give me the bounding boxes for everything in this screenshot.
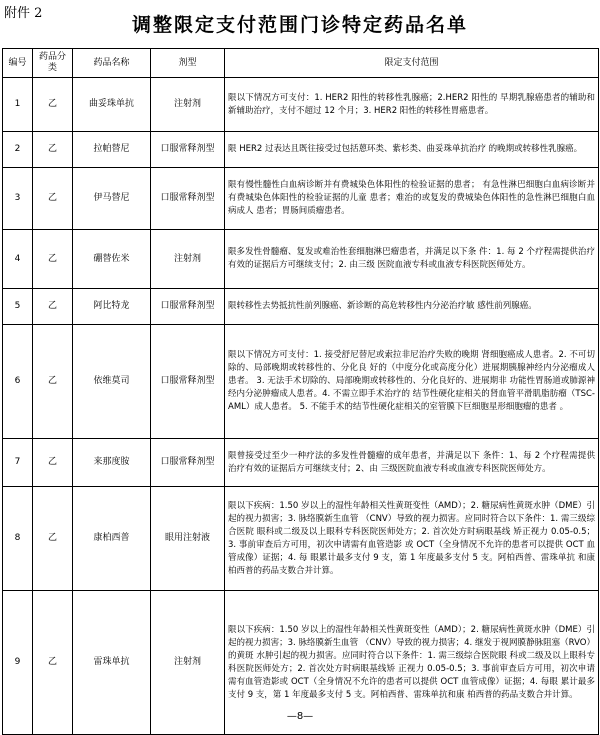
header-dosage-form: 剂型	[151, 49, 225, 78]
table-row	[3, 230, 599, 289]
row-number: 5	[3, 289, 33, 325]
row-number: 9	[3, 591, 33, 735]
row-category: 乙	[33, 289, 73, 325]
row-number: 4	[3, 230, 33, 289]
row-dosage-form: 口服常释剂型	[151, 439, 225, 487]
table-row	[3, 132, 599, 168]
row-category: 乙	[33, 168, 73, 230]
header-category: 药品分类	[33, 49, 73, 78]
table-row	[3, 168, 599, 230]
row-dosage-form: 注射剂	[151, 230, 225, 289]
row-category: 乙	[33, 325, 73, 439]
drug-list-table	[2, 48, 599, 735]
row-category: 乙	[33, 591, 73, 735]
row-category: 乙	[33, 78, 73, 132]
row-drug-name: 硼替佐米	[73, 230, 151, 289]
table-row	[3, 487, 599, 591]
row-drug-name: 曲妥珠单抗	[73, 78, 151, 132]
row-payment-scope: 限 HER2 过表达且既往接受过包括蒽环类、紫杉类、曲妥珠单抗治疗 的晚期或转移性乳腺癌。	[225, 132, 599, 168]
row-payment-scope: 限以下情况方可支付：1. 接受舒尼替尼或索拉非尼治疗失败的晚期 肾细胞癌成人患者。2. 不可切除的、局部晚期或转移性的、分化良 好的（中度分化或高度分化）进展期胰腺神经内分泌瘤成人患者。 3. 无法手术切除的、局部晚期或转移性的、分化良好的、进展期非 功能性胃肠道或肺源神经内分泌肿瘤成人患者。4. 不需立即手术治疗的 结节性硬化症相关的肾血管平滑肌脂肪瘤（TSC-AML）成人患者。 5. 不能手术的结节性硬化症相关的室管膜下巨细胞星形细胞瘤的患者 。	[225, 325, 599, 439]
row-payment-scope: 限曾接受过至少一种疗法的多发性骨髓瘤的成年患者，并满足以下 条件：1、每 2 个疗程需提供治疗有效的证据后方可继续支付；2、由 三级医院血液专科或血液专科医院医师处方。	[225, 439, 599, 487]
row-drug-name: 依维莫司	[73, 325, 151, 439]
header-number: 编号	[3, 49, 33, 78]
row-dosage-form: 口服常释剂型	[151, 289, 225, 325]
row-number: 2	[3, 132, 33, 168]
table-row	[3, 439, 599, 487]
row-category: 乙	[33, 132, 73, 168]
table-row	[3, 325, 599, 439]
row-payment-scope: 限以下情况方可支付：1. HER2 阳性的转移性乳腺癌；2.HER2 阳性的 早期乳腺癌患者的辅助和新辅助治疗，支付不超过 12 个月；3. HER2 阳性的转移性胃癌患者。	[225, 78, 599, 132]
document-title: 调整限定支付范围门诊特定药品名单	[131, 14, 468, 36]
row-dosage-form: 注射剂	[151, 591, 225, 735]
header-drug-name: 药品名称	[73, 49, 151, 78]
row-category: 乙	[33, 487, 73, 591]
row-drug-name: 雷珠单抗	[73, 591, 151, 735]
attachment-label: 附件 2	[4, 6, 43, 21]
table-header-row	[3, 49, 599, 78]
row-number: 1	[3, 78, 33, 132]
header-payment-scope: 限定支付范围	[225, 49, 599, 78]
row-drug-name: 康柏西普	[73, 487, 151, 591]
row-payment-scope: 限以下疾病：1.50 岁以上的湿性年龄相关性黄斑变性（AMD）；2. 糖尿病性黄斑水肿（DME）引起的视力损害；3. 脉络膜新生血管 （CNV）导致的视力损害；4. 继发于视网膜静脉阻塞（RVO）的黄斑 水肿引起的视力损害。应同时符合以下条件：1. 需三级综合医院眼 科或二级及以上眼科专科医院医师处方；2. 首次处方时病眼基线矫 正视力 0.05-0.5；3. 事前审查后方可用，初次申请需有血管造影或 OCT（全身情况不允许的患者可以提供 OCT 血管成像）证据；4. 每眼 累计最多支付 9 支，第 1 年度最多支付 5 支。阿柏西普、雷珠单抗和康 柏西普的药品支数合并计算。	[225, 591, 599, 735]
row-dosage-form: 注射剂	[151, 78, 225, 132]
row-number: 3	[3, 168, 33, 230]
row-payment-scope: 限有慢性髓性白血病诊断并有费城染色体阳性的检验证据的患者； 有急性淋巴细胞白血病诊断并有费城染色体阳性的检验证据的儿童 患者；难治的或复发的费城染色体阳性的急性淋巴细胞白血病成人 患者；胃肠间质瘤患者。	[225, 168, 599, 230]
row-category: 乙	[33, 439, 73, 487]
table-row	[3, 289, 599, 325]
row-dosage-form: 眼用注射液	[151, 487, 225, 591]
row-category: 乙	[33, 230, 73, 289]
row-drug-name: 伊马替尼	[73, 168, 151, 230]
row-drug-name: 拉帕替尼	[73, 132, 151, 168]
table-row	[3, 78, 599, 132]
row-dosage-form: 口服常释剂型	[151, 325, 225, 439]
row-payment-scope: 限多发性骨髓瘤、复发或难治性套细胞淋巴瘤患者，并满足以下条 件：1. 每 2 个疗程需提供治疗有效的证据后方可继续支付；2. 由三级 医院血液专科或血液专科医院医师处方。	[225, 230, 599, 289]
row-drug-name: 来那度胺	[73, 439, 151, 487]
row-dosage-form: 口服常释剂型	[151, 168, 225, 230]
row-number: 6	[3, 325, 33, 439]
row-number: 8	[3, 487, 33, 591]
page-number: —8—	[286, 711, 314, 722]
row-payment-scope: 限转移性去势抵抗性前列腺癌、新诊断的高危转移性内分泌治疗敏 感性前列腺癌。	[225, 289, 599, 325]
row-number: 7	[3, 439, 33, 487]
row-payment-scope: 限以下疾病：1.50 岁以上的湿性年龄相关性黄斑变性（AMD）；2. 糖尿病性黄斑水肿（DME）引起的视力损害；3. 脉络膜新生血管 （CNV）导致的视力损害。应同时符合以下条件：1. 需三级综合医院 眼科或二级及以上眼科专科医院医师处方；2. 首次处方时病眼基线 矫正视力 0.05-0.5；3. 事前审查后方可用，初次申请需有血管造影 或 OCT（全身情况不允许的患者可以提供 OCT 血管成像）证据；4. 每 眼累计最多支付 9 支，第 1 年度最多支付 5 支。阿柏西普、雷珠单抗 和康柏西普的药品支数合并计算。	[225, 487, 599, 591]
row-dosage-form: 口服常释剂型	[151, 132, 225, 168]
row-drug-name: 阿比特龙	[73, 289, 151, 325]
